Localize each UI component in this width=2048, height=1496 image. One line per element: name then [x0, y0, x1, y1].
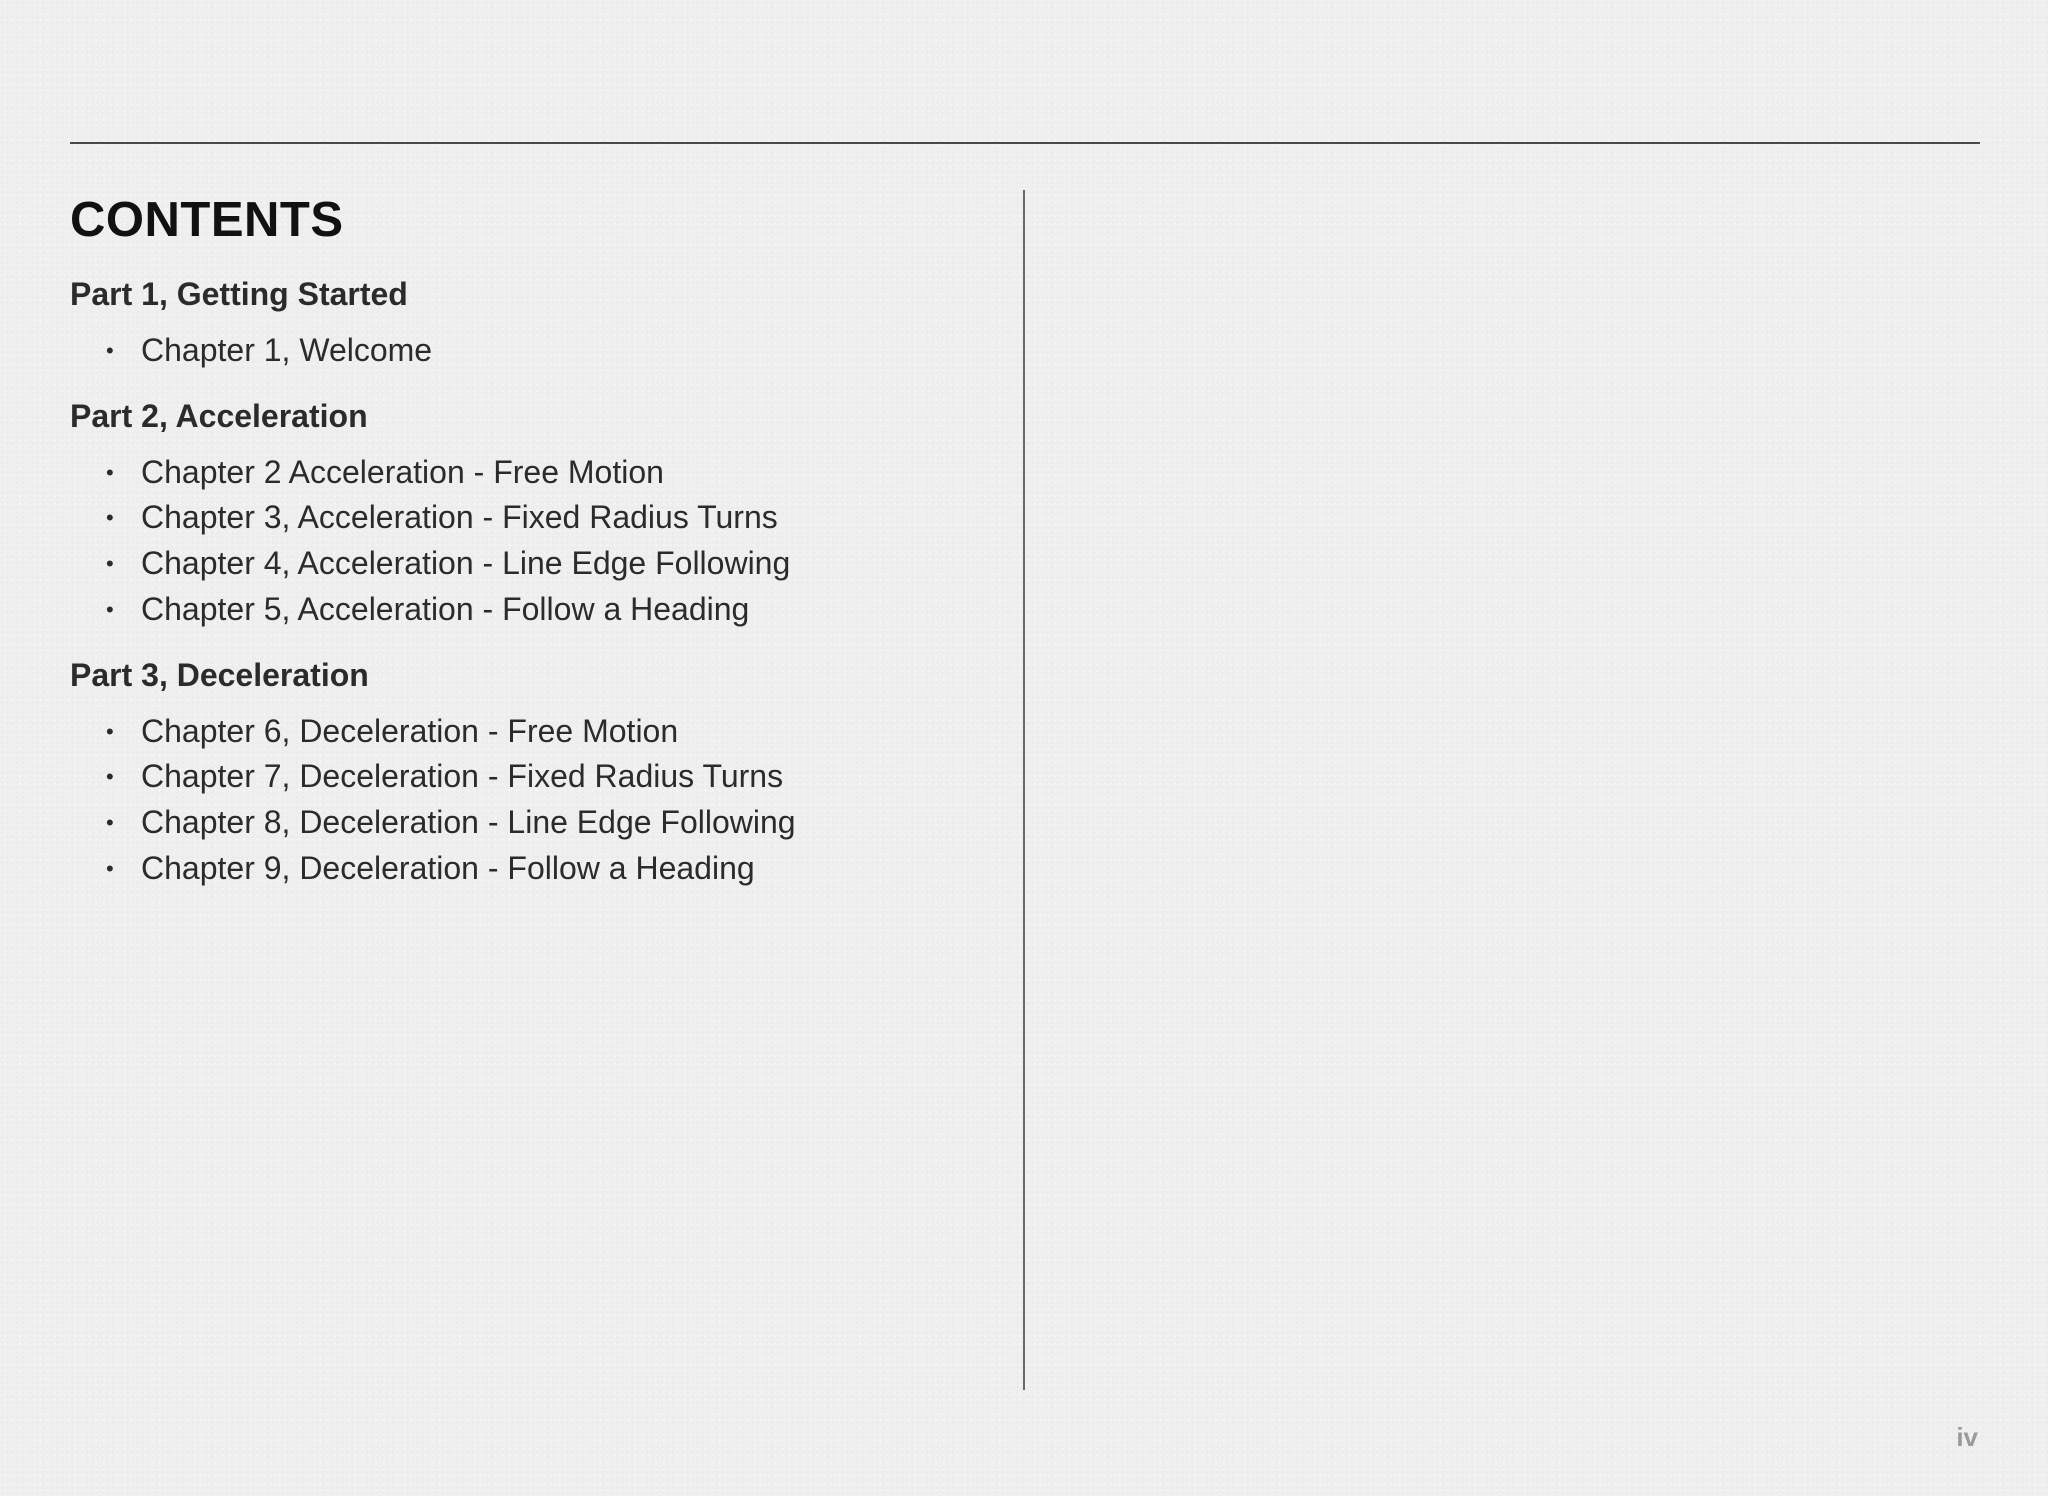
chapter-item[interactable]	[70, 495, 970, 541]
part-heading: Part 3, Deceleration	[70, 656, 369, 693]
chapter-item[interactable]	[70, 541, 970, 587]
bullet-icon: •	[106, 764, 114, 790]
bullet-icon: •	[106, 551, 114, 577]
chapter-item[interactable]	[70, 800, 970, 846]
chapter-item[interactable]	[70, 709, 970, 755]
top-rule	[70, 142, 1980, 144]
chapter-item[interactable]	[70, 754, 970, 800]
bullet-icon: •	[106, 338, 114, 363]
bullet-icon: •	[106, 459, 114, 485]
chapter-item[interactable]	[70, 328, 970, 374]
chapter-label: Chapter 1, Welcome	[141, 332, 433, 368]
bullet-icon: •	[106, 505, 114, 531]
column-divider	[1023, 190, 1025, 1390]
page-number: iv	[1956, 1422, 1978, 1452]
bullet-icon: •	[106, 718, 114, 744]
chapter-label: Chapter 9, Deceleration - Follow a Heading	[141, 849, 755, 886]
chapter-label: Chapter 6, Deceleration - Free Motion	[141, 712, 679, 749]
chapter-list	[70, 450, 970, 633]
chapter-list	[70, 328, 970, 374]
part-heading: Part 2, Acceleration	[70, 397, 368, 434]
contents-column	[70, 190, 970, 891]
part-heading: Part 1, Getting Started	[70, 276, 408, 312]
chapter-item[interactable]	[70, 846, 970, 892]
chapter-item[interactable]	[70, 450, 970, 496]
chapter-label: Chapter 3, Acceleration - Fixed Radius Turns	[141, 499, 778, 536]
bullet-icon: •	[106, 809, 114, 835]
bullet-icon: •	[106, 855, 114, 881]
chapter-item[interactable]	[70, 587, 970, 633]
bullet-icon: •	[106, 596, 114, 622]
chapter-label: Chapter 4, Acceleration - Line Edge Following	[141, 545, 791, 582]
chapter-list	[70, 709, 970, 892]
page-title: CONTENTS	[70, 193, 344, 247]
chapter-label: Chapter 7, Deceleration - Fixed Radius Turns	[141, 758, 784, 795]
chapter-label: Chapter 5, Acceleration - Follow a Heading	[141, 590, 750, 627]
chapter-label: Chapter 8, Deceleration - Line Edge Following	[141, 803, 796, 840]
chapter-label: Chapter 2 Acceleration - Free Motion	[141, 453, 664, 490]
